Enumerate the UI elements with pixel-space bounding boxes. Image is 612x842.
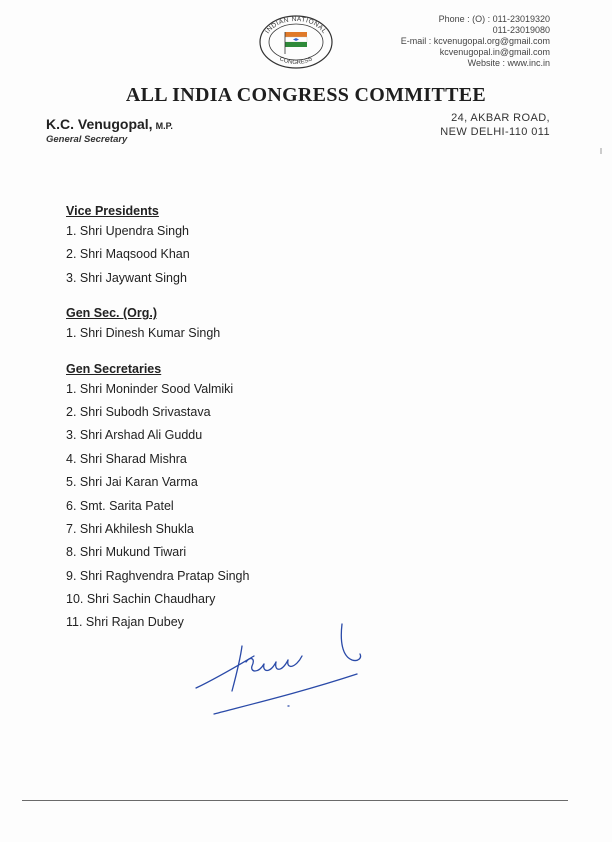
address-line-1: 24, AKBAR ROAD, xyxy=(451,112,550,124)
handwritten-signature xyxy=(192,616,367,721)
section-gen-secretaries xyxy=(66,360,546,635)
svg-text:CONGRESS xyxy=(278,56,313,66)
logo-text-top: INDIAN NATIONAL xyxy=(264,15,328,36)
section-heading: Gen Sec. (Org.) xyxy=(66,306,157,321)
appointment-list xyxy=(66,202,546,649)
list-item: 5. Shri Jai Karan Varma xyxy=(66,475,198,490)
address-block xyxy=(440,111,550,139)
list-item: 2. Shri Maqsood Khan xyxy=(66,247,190,262)
list-item: 3. Shri Arshad Ali Guddu xyxy=(66,428,203,443)
list-item: 1. Shri Moninder Sood Valmiki xyxy=(66,381,234,396)
flag-icon xyxy=(285,32,307,54)
sender-block xyxy=(46,116,173,145)
website-line: Website : www.inc.in xyxy=(467,58,550,68)
sender-suffix: M.P. xyxy=(155,121,173,131)
address-line-2: NEW DELHI-110 011 xyxy=(440,126,550,138)
list-item: 2. Shri Subodh Srivastava xyxy=(66,404,211,419)
list-item: 4. Shri Sharad Mishra xyxy=(66,451,187,466)
list-item: 9. Shri Raghvendra Pratap Singh xyxy=(66,568,250,583)
email-line-1: E-mail : kcvenugopal.org@gmail.com xyxy=(400,36,550,46)
sender-name-line xyxy=(46,116,173,132)
section-gen-sec-org xyxy=(66,304,546,345)
sender-name: K.C. Venugopal, xyxy=(46,116,153,132)
section-vice-presidents xyxy=(66,202,546,290)
list-item: 1. Shri Dinesh Kumar Singh xyxy=(66,326,221,341)
section-heading: Vice Presidents xyxy=(66,204,159,218)
list-item: 1. Shri Upendra Singh xyxy=(66,224,189,238)
section-heading: Gen Secretaries xyxy=(66,361,162,376)
email-line-2: kcvenugopal.in@gmail.com xyxy=(439,47,550,57)
congress-emblem-icon xyxy=(258,14,334,70)
list-item: 3. Shri Jaywant Singh xyxy=(66,270,187,285)
list-item: 6. Smt. Sarita Patel xyxy=(66,498,174,513)
footer-divider xyxy=(22,800,568,801)
organization-title: ALL INDIA CONGRESS COMMITTEE xyxy=(125,84,487,106)
phone-line-1: Phone : (O) : 011-23019320 xyxy=(438,14,550,24)
contact-block xyxy=(401,14,550,69)
logo-text-bottom: CONGRESS xyxy=(278,56,314,67)
list-item: 8. Shri Mukund Tiwari xyxy=(66,545,187,560)
list-item: 11. Shri Rajan Dubey xyxy=(66,615,184,630)
sender-title: General Secretary xyxy=(46,134,128,145)
scan-speck xyxy=(600,148,602,154)
list-item: 10. Shri Sachin Chaudhary xyxy=(66,592,216,607)
phone-line-2: 011-23019080 xyxy=(492,25,550,35)
list-item: 7. Shri Akhilesh Shukla xyxy=(66,521,194,536)
